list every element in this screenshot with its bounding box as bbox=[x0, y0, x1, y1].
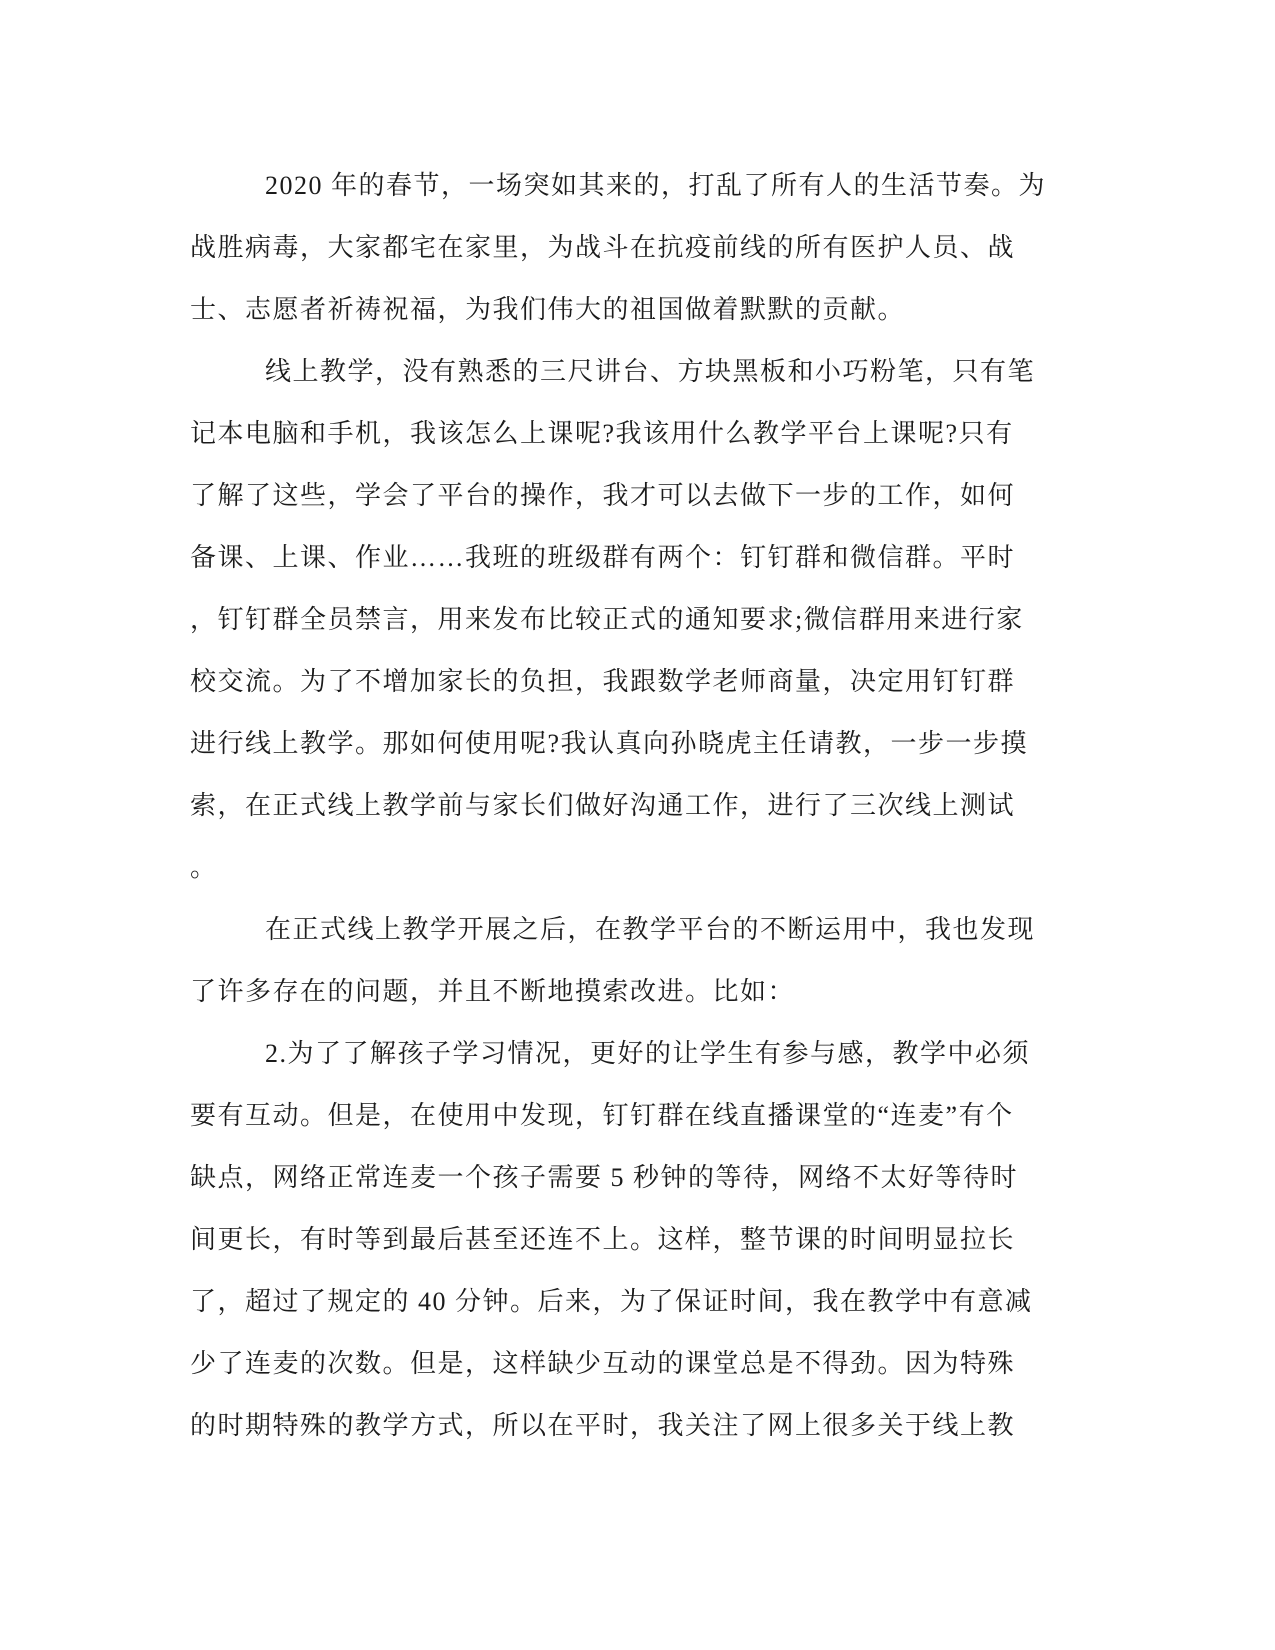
text-line: 少了连麦的次数。但是，这样缺少互动的课堂总是不得劲。因为特殊 bbox=[190, 1349, 1016, 1378]
text-line: 备课、上课、作业……我班的班级群有两个：钉钉群和微信群。平时 bbox=[190, 543, 1016, 572]
text-line: 索，在正式线上教学前与家长们做好沟通工作，进行了三次线上测试 bbox=[190, 791, 1016, 820]
text-line: 进行线上教学。那如何使用呢?我认真向孙晓虎主任请教，一步一步摸 bbox=[190, 729, 1029, 758]
text-line: 战胜病毒，大家都宅在家里，为战斗在抗疫前线的所有医护人员、战 bbox=[190, 233, 1016, 262]
text-line: 了解了这些，学会了平台的操作，我才可以去做下一步的工作，如何 bbox=[190, 481, 1016, 510]
text-line: ，钉钉群全员禁言，用来发布比较正式的通知要求;微信群用来进行家 bbox=[190, 605, 1024, 634]
text-line: 了许多存在的问题，并且不断地摸索改进。比如： bbox=[190, 977, 796, 1006]
paragraph bbox=[190, 899, 1035, 1023]
paragraph bbox=[190, 341, 1035, 899]
text-line: 记本电脑和手机，我该怎么上课呢?我该用什么教学平台上课呢?只有 bbox=[190, 419, 1014, 448]
text-line: 。 bbox=[190, 853, 218, 882]
paragraph bbox=[190, 1023, 1035, 1457]
text-line: 士、志愿者祈祷祝福，为我们伟大的祖国做着默默的贡献。 bbox=[190, 295, 906, 324]
text-line: 要有互动。但是，在使用中发现，钉钉群在线直播课堂的“连麦”有个 bbox=[190, 1101, 1014, 1130]
text-line: 线上教学，没有熟悉的三尺讲台、方块黑板和小巧粉笔，只有笔 bbox=[265, 357, 1036, 386]
text-line: 校交流。为了不增加家长的负担，我跟数学老师商量，决定用钉钉群 bbox=[190, 667, 1016, 696]
text-line: 缺点，网络正常连麦一个孩子需要 5 秒钟的等待，网络不太好等待时 bbox=[190, 1163, 1019, 1192]
text-line: 2020 年的春节，一场突如其来的，打乱了所有人的生活节奏。为 bbox=[265, 171, 1047, 200]
paragraph bbox=[190, 155, 1047, 341]
text-line: 的时期特殊的教学方式，所以在平时，我关注了网上很多关于线上教 bbox=[190, 1411, 1016, 1440]
text-line: 了，超过了规定的 40 分钟。后来，为了保证时间，我在教学中有意减 bbox=[190, 1287, 1033, 1316]
text-line: 在正式线上教学开展之后，在教学平台的不断运用中，我也发现 bbox=[265, 915, 1036, 944]
text-line: 2.为了了解孩子学习情况，更好的让学生有参与感，教学中必须 bbox=[265, 1039, 1031, 1068]
text-line: 间更长，有时等到最后甚至还连不上。这样，整节课的时间明显拉长 bbox=[190, 1225, 1016, 1254]
